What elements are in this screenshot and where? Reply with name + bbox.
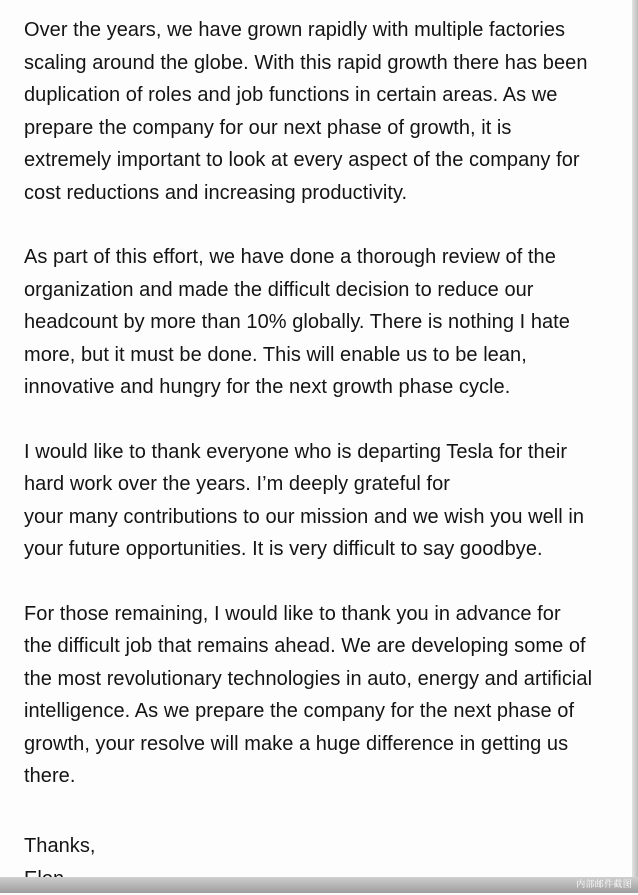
email-body — [24, 14, 624, 825]
text-line: the difficult job that remains ahead. We are developing some of — [24, 630, 624, 663]
text-line: extremely important to look at every aspect of the company for — [24, 144, 624, 177]
text-line: As part of this effort, we have done a thorough review of the — [24, 241, 624, 274]
text-line: the most revolutionary technologies in auto, energy and artificial — [24, 663, 624, 696]
paragraph-3 — [24, 436, 624, 566]
watermark-label: 内部邮件截图 — [576, 879, 632, 892]
text-line: intelligence. As we prepare the company for the next phase of — [24, 695, 624, 728]
text-line: your future opportunities. It is very difficult to say goodbye. — [24, 533, 624, 566]
text-line: scaling around the globe. With this rapid growth there has been — [24, 47, 624, 80]
page-edge-shadow — [632, 0, 638, 893]
text-line: more, but it must be done. This will enable us to be lean, — [24, 339, 624, 372]
text-line: innovative and hungry for the next growth phase cycle. — [24, 371, 624, 404]
text-line: headcount by more than 10% globally. There is nothing I hate — [24, 306, 624, 339]
text-line: For those remaining, I would like to thank you in advance for — [24, 598, 624, 631]
text-line: hard work over the years. I’m deeply grateful for — [24, 468, 624, 501]
paragraph-2 — [24, 241, 624, 404]
text-line: duplication of roles and job functions in certain areas. As we — [24, 79, 624, 112]
text-line: cost reductions and increasing productivity. — [24, 177, 624, 210]
text-line: your many contributions to our mission and we wish you well in — [24, 501, 624, 534]
footer-bar — [0, 877, 638, 893]
text-line: organization and made the difficult decision to reduce our — [24, 274, 624, 307]
text-line: prepare the company for our next phase of growth, it is — [24, 112, 624, 145]
text-line: Over the years, we have grown rapidly with multiple factories — [24, 14, 624, 47]
text-line: growth, your resolve will make a huge difference in getting us — [24, 728, 624, 761]
text-line: there. — [24, 760, 624, 793]
text-line: I would like to thank everyone who is departing Tesla for their — [24, 436, 624, 469]
closing-text: Thanks, — [24, 830, 96, 863]
paragraph-1 — [24, 14, 624, 209]
paragraph-4 — [24, 598, 624, 793]
